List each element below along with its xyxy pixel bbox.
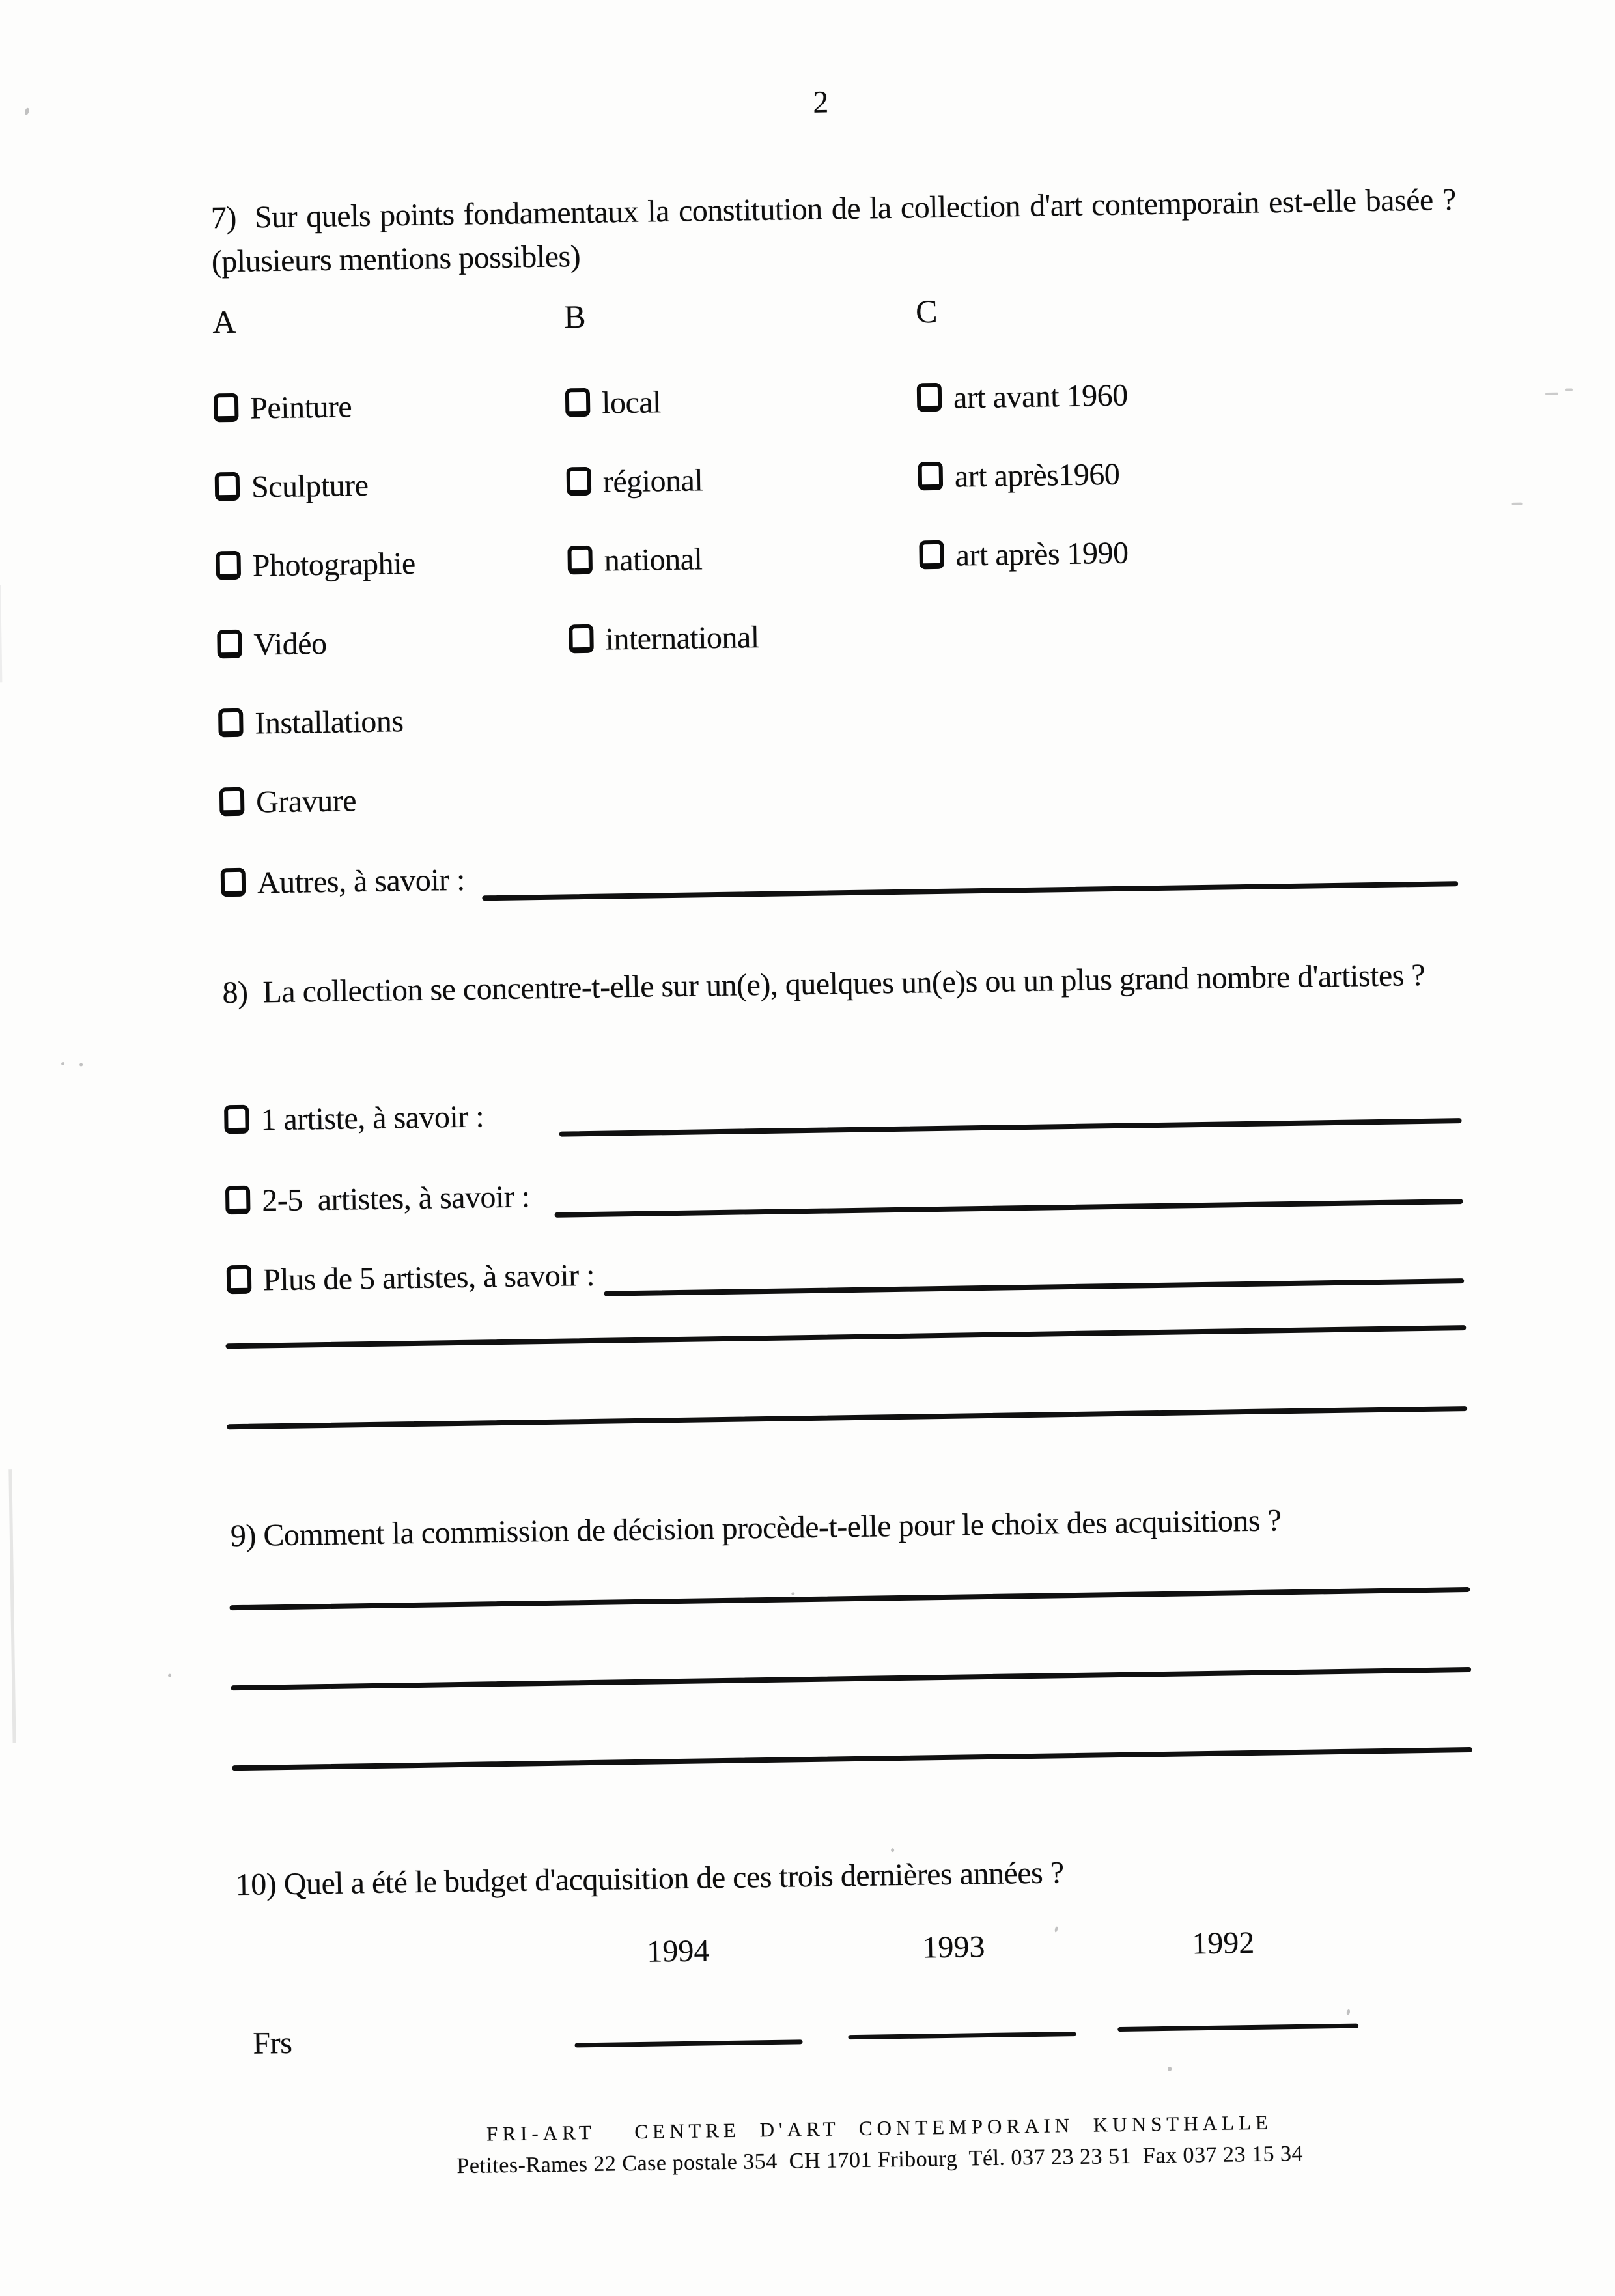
q7-column-b-header: B bbox=[563, 298, 586, 335]
q7-column-b bbox=[564, 295, 760, 701]
option-national bbox=[567, 540, 759, 622]
question-8-text: 8) La collection se concentre-t-elle sur un(e), quelques un(e)s ou un plus grand nombre d'artistes ? bbox=[222, 957, 1425, 1011]
checkbox-label: local bbox=[601, 385, 662, 421]
scan-artifact bbox=[1054, 1926, 1058, 1933]
checkbox-plus-de-5-artistes[interactable] bbox=[227, 1265, 252, 1295]
checkbox-2-5-artistes[interactable] bbox=[225, 1186, 251, 1215]
option-art-apres-1990 bbox=[919, 535, 1130, 617]
checkbox-gravure[interactable] bbox=[219, 787, 245, 817]
answer-line[interactable] bbox=[559, 1118, 1461, 1137]
option-peinture bbox=[214, 388, 414, 470]
scan-artifact bbox=[61, 1062, 64, 1065]
year-1994: 1994 bbox=[647, 1933, 710, 1969]
scan-artifact bbox=[24, 107, 30, 115]
checkbox-label: régional bbox=[602, 463, 703, 499]
checkbox-label: Gravure bbox=[255, 783, 357, 820]
option-label: 2-5 artistes, à savoir : bbox=[261, 1179, 530, 1218]
option-art-apres-1960 bbox=[918, 456, 1129, 539]
currency-label: Frs bbox=[253, 2025, 292, 2061]
checkbox-1-artiste[interactable] bbox=[224, 1105, 249, 1134]
year-1992: 1992 bbox=[1191, 1925, 1255, 1961]
option-photographie bbox=[216, 546, 416, 628]
scan-artifact bbox=[79, 1063, 83, 1066]
scan-artifact bbox=[1565, 388, 1573, 391]
footer bbox=[72, 2105, 1615, 2185]
option-installations bbox=[218, 703, 419, 785]
option-label: 1 artiste, à savoir : bbox=[260, 1099, 484, 1138]
option-art-avant-1960 bbox=[917, 378, 1129, 460]
budget-line-1994[interactable] bbox=[574, 2039, 802, 2047]
checkbox-label: art avant 1960 bbox=[953, 378, 1129, 415]
footer-organization: FRI-ART CENTRE D'ART CONTEMPORAIN KUNSTHALLE bbox=[486, 2110, 1273, 2146]
question-9-text: 9) Comment la commission de décision procède-t-elle pour le choix des acquisitions ? bbox=[230, 1503, 1282, 1554]
checkbox-label: Vidéo bbox=[253, 626, 327, 662]
q7-options-grid bbox=[212, 285, 1466, 882]
checkbox-local[interactable] bbox=[565, 388, 591, 417]
checkbox-label: national bbox=[604, 542, 703, 578]
checkbox-national[interactable] bbox=[567, 546, 593, 575]
q7-column-c bbox=[916, 290, 1131, 617]
scan-artifact bbox=[1168, 2067, 1172, 2071]
q7-column-c-header: C bbox=[915, 292, 938, 330]
scan-artifact bbox=[1346, 2009, 1351, 2015]
scan-artifact bbox=[891, 1848, 894, 1852]
checkbox-label: Installations bbox=[254, 704, 404, 741]
answer-line[interactable] bbox=[225, 1325, 1466, 1349]
page-number: 2 bbox=[812, 85, 829, 120]
answer-line[interactable] bbox=[232, 1747, 1472, 1771]
checkbox-installations[interactable] bbox=[218, 708, 244, 738]
scan-artifact bbox=[791, 1592, 794, 1595]
checkbox-label: art après 1990 bbox=[955, 535, 1129, 573]
option-video bbox=[217, 624, 417, 707]
checkbox-art-avant-1960[interactable] bbox=[917, 383, 942, 412]
budget-line-1992[interactable] bbox=[1117, 2024, 1358, 2032]
checkbox-video[interactable] bbox=[217, 630, 242, 659]
question-7-text: 7) Sur quels points fondamentaux la constitution de la collection d'art contemporain est-elle basée ? (plusieurs mentions possibles) bbox=[210, 182, 1457, 279]
checkbox-label: art après1960 bbox=[954, 456, 1120, 494]
option-plus-de-5-artistes bbox=[227, 1244, 1465, 1302]
answer-line[interactable] bbox=[227, 1406, 1467, 1429]
scan-artifact bbox=[168, 1674, 171, 1677]
checkbox-peinture[interactable] bbox=[214, 393, 239, 423]
option-regional bbox=[567, 462, 758, 543]
option-gravure bbox=[219, 782, 420, 864]
scan-artifact bbox=[1545, 393, 1558, 395]
scan-artifact bbox=[1512, 503, 1523, 505]
checkbox-regional[interactable] bbox=[567, 467, 592, 496]
checkbox-art-apres-1990[interactable] bbox=[919, 540, 944, 570]
year-1993: 1993 bbox=[921, 1929, 985, 1965]
budget-line-1993[interactable] bbox=[848, 2032, 1076, 2039]
footer-address: Petites-Rames 22 Case postale 354 CH 1701 Fribourg Tél. 037 23 23 51 Fax 037 23 15 34 bbox=[456, 2141, 1304, 2179]
option-2-5-artistes bbox=[225, 1165, 1463, 1222]
checkbox-art-apres-1960[interactable] bbox=[918, 462, 944, 491]
checkbox-label: Photographie bbox=[252, 546, 416, 583]
checkbox-international[interactable] bbox=[569, 624, 594, 654]
answer-line[interactable] bbox=[231, 1667, 1471, 1690]
q7-column-a bbox=[212, 300, 420, 863]
q7-column-a-header: A bbox=[212, 303, 236, 341]
question-10-text: 10) Quel a été le budget d'acquisition de ces trois dernières années ? bbox=[235, 1855, 1064, 1903]
option-local bbox=[565, 383, 757, 464]
scan-artifact bbox=[0, 585, 2, 682]
checkbox-label: international bbox=[605, 620, 759, 657]
autres-label: Autres, à savoir : bbox=[257, 862, 466, 901]
option-label: Plus de 5 artistes, à savoir : bbox=[262, 1257, 595, 1298]
checkbox-label: Sculpture bbox=[251, 468, 369, 505]
checkbox-label: Peinture bbox=[249, 389, 352, 426]
answer-line[interactable] bbox=[604, 1278, 1464, 1296]
option-sculpture bbox=[215, 467, 415, 549]
answer-line[interactable] bbox=[555, 1199, 1463, 1218]
checkbox-sculpture[interactable] bbox=[215, 472, 240, 501]
scan-artifact bbox=[8, 1469, 16, 1743]
option-international bbox=[569, 619, 760, 701]
option-1-artiste bbox=[224, 1084, 1462, 1141]
checkbox-photographie[interactable] bbox=[216, 551, 241, 580]
checkbox-autres[interactable] bbox=[221, 868, 246, 897]
answer-line[interactable] bbox=[482, 881, 1458, 901]
answer-line[interactable] bbox=[229, 1587, 1470, 1610]
